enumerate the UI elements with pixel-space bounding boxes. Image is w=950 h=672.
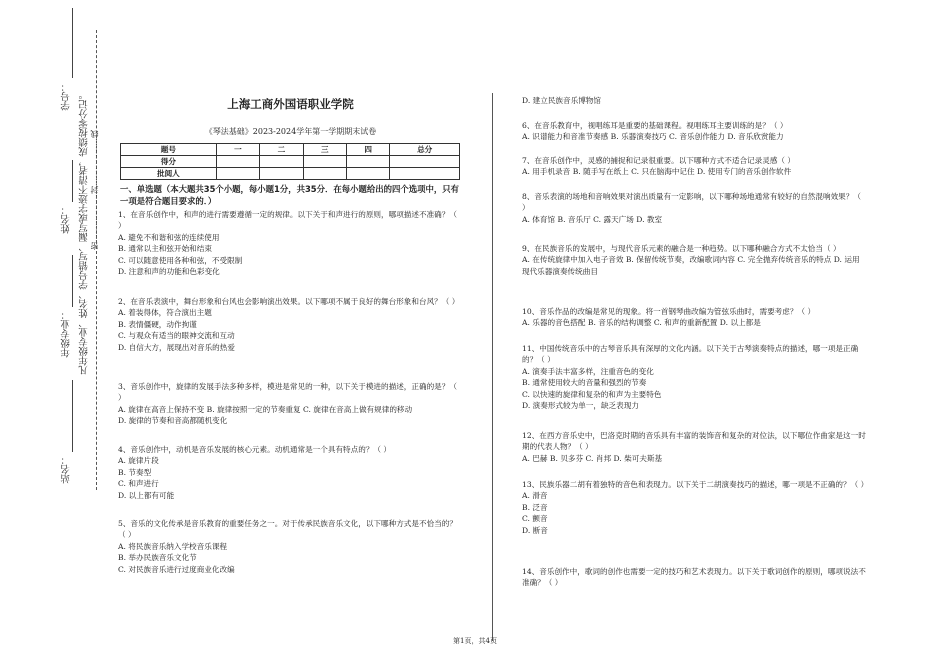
question-5-continued — [522, 95, 867, 106]
option: C. 可以随意使用各种和弦，不受限制 — [118, 255, 243, 265]
station-line — [72, 380, 73, 452]
question-stem: 10、音乐作品的改编是常见的现象。将一首钢琴曲改编为管弦乐曲时，需要考虑？（ ） — [522, 307, 816, 316]
question-stem: 12、在西方音乐史中，巴洛克时期的音乐具有丰富的装饰音和复杂的对位法，以下哪位作曲家是这一时期的代表人物？（ ） — [522, 431, 866, 452]
option: D. 建立民族音乐博物馆 — [522, 96, 601, 105]
option: D. 演奏形式较为单一，缺乏表现力 — [522, 401, 639, 411]
grader-row — [121, 168, 460, 180]
option: A. 体育馆 B. 音乐厅 C. 露天广场 D. 教室 — [522, 214, 663, 224]
binding-strip — [0, 0, 100, 672]
score-col-1: 一 — [216, 144, 259, 156]
exam-subtitle: 《琴法基础》2023-2024学年第一学期期末试卷 — [204, 127, 377, 136]
option: A. 识谱能力和音准节奏感 B. 乐器演奏技巧 C. 音乐创作能力 D. 音乐欣赏能力 — [522, 132, 784, 142]
option: C. 和声进行 — [118, 479, 159, 489]
section-heading: 一、单选题（本大题共35个小题，每小题1分，共35分．在每小题给出的四个选项中，只有一项是符合题目要求的．） — [120, 184, 460, 206]
question-stem: 3、音乐创作中，旋律的发展手法多种多样，模进是常见的一种，以下关于模进的描述，正确的是？（ ） — [118, 382, 457, 403]
score-col-2: 二 — [260, 144, 303, 156]
grade-major-line — [72, 255, 73, 307]
option: D. 断音 — [522, 525, 548, 535]
option: C. 以快速的旋律和复杂的和声为主要特色 — [522, 389, 662, 399]
column-divider — [492, 93, 493, 641]
question-stem: 7、在音乐创作中，灵感的捕捉和记录很重要。以下哪种方式不适合记录灵感（ ） — [522, 156, 796, 165]
question-stem: 4、音乐创作中，动机是音乐发展的核心元素。动机通常是一个具有特点的？（ ） — [118, 445, 392, 454]
option: A. 着装得体，符合演出主题 — [118, 308, 212, 318]
question-stem: 9、在民族音乐的发展中，与现代音乐元素的融合是一种趋势。以下哪种融合方式不太恰当（ ） — [522, 244, 841, 253]
question-3 — [118, 381, 463, 427]
option: A. 滑音 — [522, 491, 548, 501]
option: B. 通常使用较大的音量和强烈的节奏 — [522, 378, 647, 388]
score-col-4: 四 — [346, 144, 389, 156]
question-1 — [118, 209, 463, 277]
station-label: 站名： — [61, 455, 72, 484]
question-stem: 14、音乐创作中，歌词的创作也需要一定的技巧和艺术表现力。以下关于歌词创作的原则，哪项说法不准确？（ ） — [522, 567, 866, 588]
student-no-label: 学号： — [61, 82, 72, 111]
option: D. 旋律的节奏和音高都随机变化 — [118, 416, 228, 426]
school-title: 上海工商外国语职业学院 — [227, 97, 354, 111]
option: A. 用手机录音 B. 随手写在纸上 C. 只在脑海中记住 D. 使用专门的音乐创作软件 — [522, 167, 792, 177]
question-10 — [522, 306, 867, 329]
option: A. 旋律在高音上保持不变 B. 旋律按照一定的节奏重复 C. 旋律在音高上做有规律的移动 — [118, 404, 413, 414]
grade-major-label: 年级专业： — [61, 310, 72, 358]
option: A. 旋律片段 — [118, 456, 159, 466]
option: A. 在传统旋律中加入电子音效 B. 保留传统节奏，改编歌词内容 C. 完全抛弃传统音乐的特点 D. 运用现代乐器演奏传统曲目 — [522, 255, 860, 276]
question-stem: 8、音乐表演的场地和音响效果对演出质量有一定影响，以下哪种场地通常有较好的自然混响效果？（ ） — [522, 192, 861, 213]
grader-row-label: 批阅人 — [121, 168, 217, 180]
question-stem: 13、民族乐器二胡有着独特的音色和表现力。以下关于二胡演奏技巧的描述，哪一项是不正确的？（ ） — [522, 480, 869, 489]
option: A. 将民族音乐纳入学校音乐课程 — [118, 541, 228, 551]
option: B. 泛音 — [522, 502, 548, 512]
student-no-line — [72, 8, 73, 78]
page-footer: 第1页，共4页 — [453, 637, 497, 645]
question-stem: 5、音乐的文化传承是音乐教育的重要任务之一。对于传承民族音乐文化，以下哪种方式是不恰当的？（ ） — [118, 519, 457, 540]
question-stem: 6、在音乐教育中，视唱练耳是重要的基础课程。视唱练耳主要训练的是？（ ） — [522, 121, 788, 130]
score-table-header-row — [121, 144, 460, 156]
question-2 — [118, 296, 463, 353]
question-5 — [118, 518, 463, 575]
question-stem: 11、中国传统音乐中的古琴音乐具有深厚的文化内涵。以下关于古琴演奏特点的描述，哪一项是正确的？（ ） — [522, 344, 859, 365]
option: C. 对民族音乐进行过度商业化改编 — [118, 564, 235, 574]
score-table — [120, 143, 460, 180]
question-9 — [522, 243, 867, 277]
question-6 — [522, 120, 867, 143]
score-col-total: 总分 — [390, 144, 460, 156]
question-12 — [522, 430, 867, 464]
seal-dashed-line — [96, 30, 97, 490]
score-col-label: 题号 — [121, 144, 217, 156]
score-row-label: 得分 — [121, 156, 217, 168]
question-stem: 1、在音乐创作中，和声的进行需要遵循一定的规律。以下关于和声进行的原则，哪项描述不准确？（ ） — [118, 210, 457, 231]
option: D. 自信大方，展现出对音乐的热爱 — [118, 342, 235, 352]
option: C. 颤音 — [522, 514, 548, 524]
option: B. 通常以主和弦开始和结束 — [118, 244, 212, 254]
seal-line-text: 密………………封………………线 — [90, 130, 99, 250]
score-col-3: 三 — [303, 144, 346, 156]
option: A. 巴赫 B. 贝多芬 C. 肖邦 D. 柴可夫斯基 — [522, 453, 663, 463]
option: D. 注意和声的功能和色彩变化 — [118, 267, 220, 277]
question-7 — [522, 155, 867, 178]
option: A. 避免不和谐和弦的连续使用 — [118, 232, 220, 242]
option: B. 表情僵硬，动作拘谨 — [118, 319, 197, 329]
option: A. 乐器的音色搭配 B. 音乐的结构调整 C. 和声的重新配置 D. 以上都是 — [522, 318, 761, 328]
option: C. 与观众有适当的眼神交流和互动 — [118, 331, 235, 341]
name-line — [72, 160, 73, 202]
option: A. 演奏手法丰富多样，注重音色的变化 — [522, 366, 654, 376]
question-8 — [522, 191, 867, 225]
question-stem: 2、在音乐表演中，舞台形象和台风也会影响演出效果。以下哪项不属于良好的舞台形象和台风？（ ） — [118, 297, 460, 306]
option: D. 以上都有可能 — [118, 490, 175, 500]
option: B. 节奏型 — [118, 467, 152, 477]
question-11 — [522, 343, 867, 411]
option: B. 举办民族音乐文化节 — [118, 553, 197, 563]
question-4 — [118, 444, 463, 501]
question-13 — [522, 479, 867, 536]
name-label: 姓名： — [61, 205, 72, 234]
question-14 — [522, 566, 867, 589]
score-row — [121, 156, 460, 168]
notice-text: 凡年级专业、姓名、学号错写、漏写或字迹不清者，成绩按零分记。 — [79, 90, 90, 375]
